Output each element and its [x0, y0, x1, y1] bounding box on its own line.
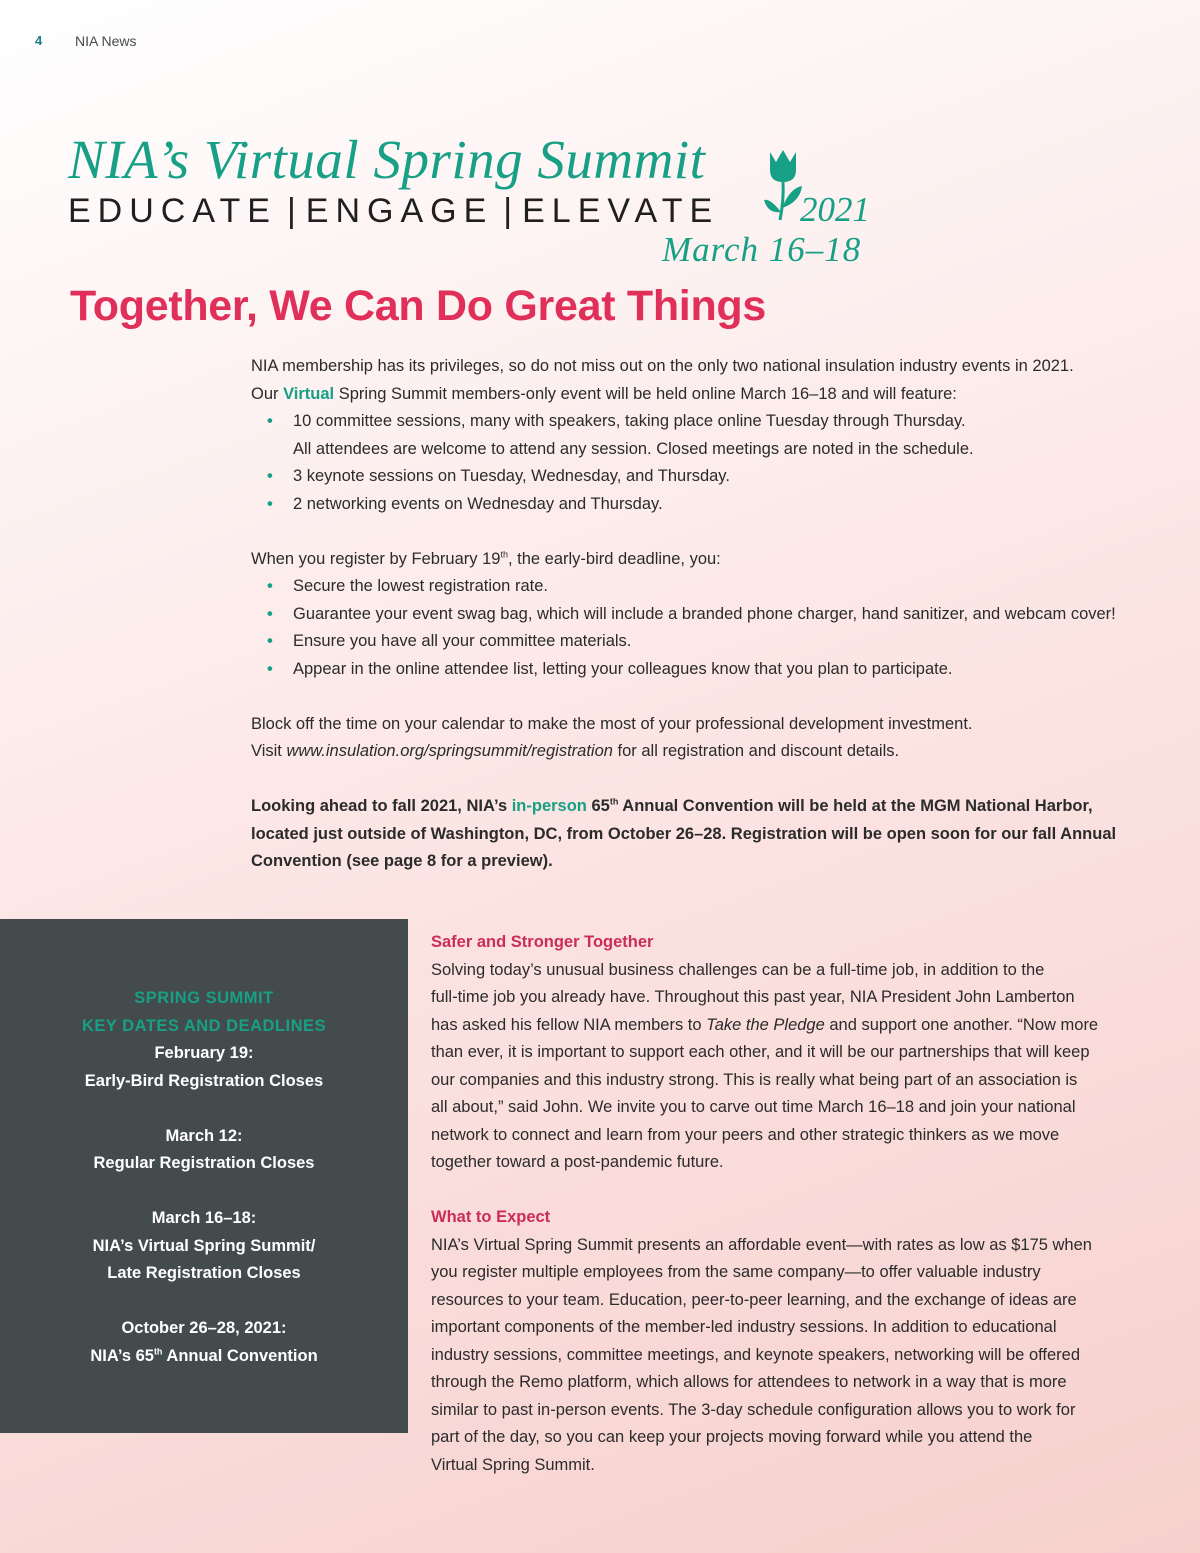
key-date-desc: Late Registration Closes — [107, 1264, 301, 1282]
article-intro — [251, 353, 1151, 876]
page-number: 4 — [35, 33, 43, 48]
bullet-icon: • — [267, 659, 273, 678]
list-item: • 3 keynote sessions on Tuesday, Wednesday, and Thursday. — [251, 463, 1151, 491]
paragraph-line: Solving today’s unusual business challenges can be a full-time job, in addition to the — [431, 960, 1045, 979]
section-heading: Safer and Stronger Together — [431, 933, 654, 951]
paragraph-line: part of the day, so you can keep your projects moving forward while you attend the — [431, 1428, 1033, 1446]
paragraph-line: has asked his fellow NIA members to Take the Pledge and support one another. “Now more — [431, 1015, 1099, 1034]
paragraph-line: than ever, it is important to support each other, and it will be our partnerships that will keep — [431, 1043, 1090, 1061]
event-tagline — [68, 192, 719, 231]
bullet-icon: • — [267, 604, 273, 623]
sidebar-heading: SPRING SUMMIT — [134, 989, 274, 1007]
tagline-separator: | — [503, 192, 513, 230]
paragraph-line: network to connect and learn from your peers and other strategic thinkers as we move — [431, 1125, 1060, 1144]
paragraph-line: resources to your team. Education, peer-to-peer learning, and the exchange of ideas are — [431, 1290, 1077, 1309]
intro-line: NIA membership has its privileges, so do not miss out on the only two national insulation industry events in 2021. — [251, 357, 1074, 375]
visit-line: Visit www.insulation.org/springsummit/registration for all registration and discount details. — [251, 742, 900, 760]
virtual-emphasis: Virtual — [283, 384, 335, 403]
key-date: October 26–28, 2021: — [121, 1319, 287, 1337]
tagline-word: ENGAGE — [305, 192, 494, 230]
bullet-icon: • — [267, 494, 273, 513]
event-dates: March 16–18 — [662, 230, 862, 269]
tagline-separator: | — [286, 192, 296, 230]
paragraph-line: important components of the member-led industry sessions. In addition to educational — [431, 1318, 1057, 1336]
list-item: • 2 networking events on Wednesday and Thursday. — [251, 491, 1151, 519]
paragraph-line: you register multiple employees from the same company—to offer valuable industry — [431, 1263, 1041, 1281]
paragraph-line: NIA’s Virtual Spring Summit presents an affordable event—with rates as low as $175 when — [431, 1235, 1092, 1254]
sidebar-heading: KEY DATES AND DEADLINES — [81, 1016, 327, 1035]
key-date-desc: Early-Bird Registration Closes — [84, 1071, 324, 1090]
key-date: February 19: — [154, 1044, 254, 1062]
list-item: • Guarantee your event swag bag, which will include a branded phone charger, hand sanitizer, and webcam cover! — [251, 601, 1151, 629]
paragraph-line: our companies and this industry strong. This is really what being part of an association is — [431, 1070, 1078, 1089]
publication-name: NIA News — [75, 33, 137, 49]
fall-convention-note: Looking ahead to fall 2021, NIA’s in-person 65th Annual Convention will be held at the MGM National Harbor, located just outside of Washington, DC, from October 26–28. Registration will be open soon for our fall Annual Convention (see page 8 for a preview). — [251, 796, 1117, 870]
bullet-icon: • — [267, 632, 273, 650]
earlybird-list — [251, 573, 1151, 683]
intro-line: Our Virtual Spring Summit members-only event will be held online March 16–18 and will feature: — [251, 384, 957, 403]
tagline-word: EDUCATE — [68, 192, 277, 230]
paragraph-line: full-time job you already have. Throughout this past year, NIA President John Lamberton — [431, 988, 1075, 1006]
paragraph-line: through the Remo platform, which allows for attendees to network in a way that is more — [431, 1373, 1067, 1391]
bullet-icon: • — [267, 412, 273, 430]
key-dates-sidebar — [0, 919, 408, 1433]
bullet-icon: • — [267, 467, 273, 485]
page-headline: Together, We Can Do Great Things — [70, 282, 766, 330]
bullet-icon: • — [267, 577, 273, 595]
registration-url[interactable]: www.insulation.org/springsummit/registration — [286, 742, 613, 760]
earlybird-lead: When you register by February 19th, the early-bird deadline, you: — [251, 549, 721, 568]
key-date: March 16–18: — [151, 1209, 257, 1227]
list-item: • Appear in the online attendee list, letting your colleagues know that you plan to participate. — [251, 656, 1151, 684]
list-item: • 10 committee sessions, many with speakers, taking place online Tuesday through Thursday. All attendees are welcome to attend any session. Closed meetings are noted in the schedule. — [251, 408, 1151, 463]
list-item: • Secure the lowest registration rate. — [251, 573, 1151, 601]
list-item: • Ensure you have all your committee materials. — [251, 628, 1151, 656]
key-date-desc: Regular Registration Closes — [93, 1154, 315, 1172]
paragraph-line: industry sessions, committee meetings, and keynote speakers, networking will be offered — [431, 1345, 1081, 1364]
feature-list — [251, 408, 1151, 518]
paragraph-line: together toward a post-pandemic future. — [431, 1153, 724, 1171]
section-heading: What to Expect — [431, 1208, 551, 1226]
paragraph-line: Virtual Spring Summit. — [431, 1455, 595, 1474]
key-date: March 12: — [165, 1126, 243, 1145]
article-body — [431, 929, 1151, 1479]
key-date-desc: NIA’s Virtual Spring Summit/ — [92, 1236, 316, 1255]
paragraph-line: all about,” said John. We invite you to carve out time March 16–18 and join your national — [431, 1098, 1076, 1116]
pledge-emphasis: Take the Pledge — [706, 1015, 825, 1034]
calendar-line: Block off the time on your calendar to make the most of your professional development investment. — [251, 714, 973, 733]
in-person-emphasis: in-person — [511, 797, 587, 815]
tagline-word: ELEVATE — [522, 192, 720, 230]
event-logo-title: NIA’s Virtual Spring Summit — [68, 129, 706, 190]
key-date-desc: NIA’s 65th Annual Convention — [90, 1346, 318, 1365]
event-year: 2021 — [800, 190, 870, 229]
paragraph-line: similar to past in-person events. The 3-day schedule configuration allows you to work for — [431, 1400, 1076, 1419]
